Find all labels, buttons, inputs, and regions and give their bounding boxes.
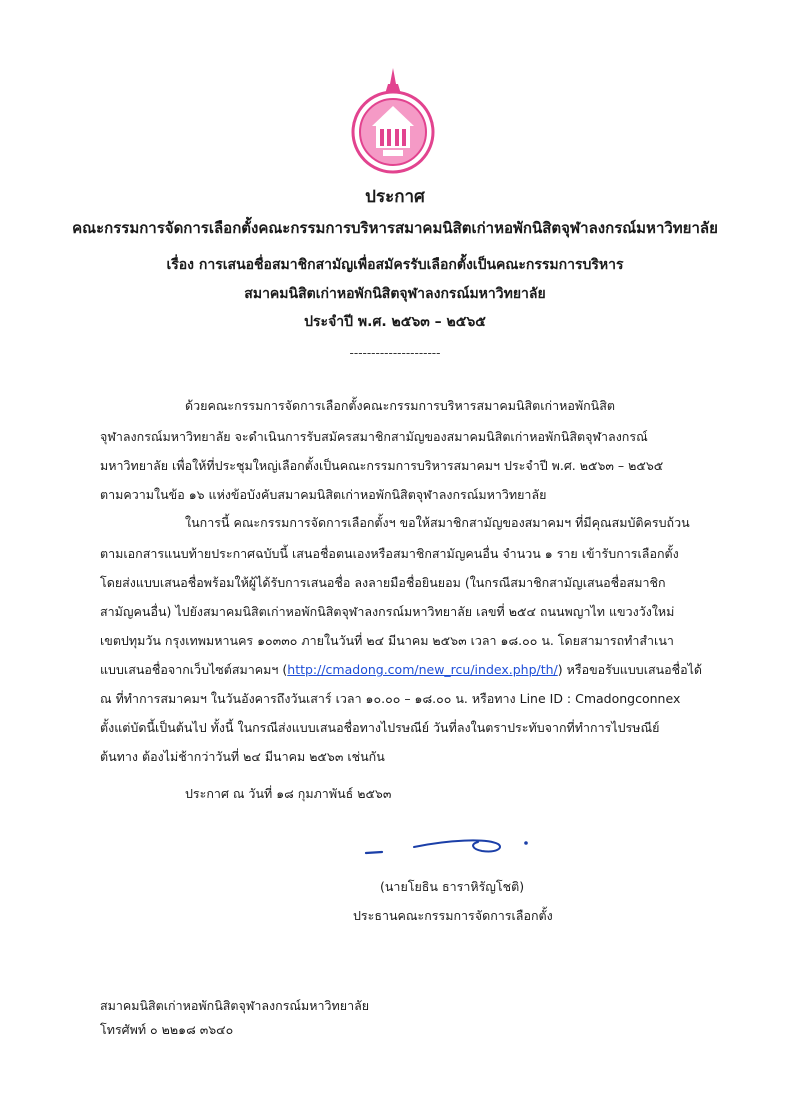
paragraph1-line-2: จุฬาลงกรณ์มหาวิทยาลัย จะดำเนินการรับสมัครสมาชิกสามัญของสมาคมนิสิตเก่าหอพักนิสิตจุฬาลงกรณ์ — [100, 429, 648, 444]
paragraph2-line-5: เขตปทุมวัน กรุงเทพมหานคร ๑๐๓๓๐ ภายในวันที่ ๒๔ มีนาคม ๒๕๖๓ เวลา ๑๘.๐๐ น. โดยสามารถทำสำเนา — [100, 633, 674, 648]
subject-line-2: สมาคมนิสิตเก่าหอพักนิสิตจุฬาลงกรณ์มหาวิทยาลัย — [244, 286, 546, 302]
association-seal-logo — [350, 66, 436, 174]
website-link[interactable]: http://cmadong.com/new_rcu/index.php/th/ — [287, 662, 558, 677]
paragraph2-line-7: ณ ที่ทำการสมาคมฯ ในวันอังคารถึงวันเสาร์ เวลา ๑๐.๐๐ – ๑๘.๐๐ น. หรือทาง Line ID : Cmadongconnex — [100, 691, 681, 706]
page-subtitle: คณะกรรมการจัดการเลือกตั้งคณะกรรมการบริหารสมาคมนิสิตเก่าหอพักนิสิตจุฬาลงกรณ์มหาวิทยาลัย — [72, 219, 718, 237]
paragraph1-line-1: ด้วยคณะกรรมการจัดการเลือกตั้งคณะกรรมการบริหารสมาคมนิสิตเก่าหอพักนิสิต — [185, 398, 615, 413]
signature — [358, 826, 548, 866]
paragraph2-line-8: ตั้งแต่บัดนี้เป็นต้นไป ทั้งนี้ ในกรณีส่งแบบเสนอชื่อทางไปรษณีย์ วันที่ลงในตราประทับจากที่ทำการไปรษณีย์ — [100, 720, 660, 735]
signer-title: ประธานคณะกรรมการจัดการเลือกตั้ง — [353, 908, 553, 923]
link-suffix: ) หรือขอรับแบบเสนอชื่อได้ — [557, 662, 703, 677]
signer-name: (นายโยธิน ธาราหิรัญโชติ) — [380, 879, 525, 894]
paragraph2-line-2: ตามเอกสารแนบท้ายประกาศฉบับนี้ เสนอชื่อตนเองหรือสมาชิกสามัญคนอื่น จำนวน ๑ ราย เข้ารับการเลือกตั้ง — [100, 546, 679, 561]
subject-line-3: ประจำปี พ.ศ. ๒๕๖๓ – ๒๕๖๕ — [304, 314, 486, 330]
page-title: ประกาศ — [365, 187, 425, 207]
subject-line-1: เรื่อง การเสนอชื่อสมาชิกสามัญเพื่อสมัครรับเลือกตั้งเป็นคณะกรรมการบริหาร — [166, 257, 624, 273]
link-prefix: แบบเสนอชื่อจากเว็บไซต์สมาคมฯ ( — [100, 662, 288, 677]
paragraph1-line-4: ตามความในข้อ ๑๖ แห่งข้อบังคับสมาคมนิสิตเก่าหอพักนิสิตจุฬาลงกรณ์มหาวิทยาลัย — [100, 487, 547, 502]
separator: --------------------- — [349, 346, 441, 360]
paragraph2-line-9: ต้นทาง ต้องไม่ช้ากว่าวันที่ ๒๔ มีนาคม ๒๕๖๓ เช่นกัน — [100, 749, 385, 764]
footer-org: สมาคมนิสิตเก่าหอพักนิสิตจุฬาลงกรณ์มหาวิทยาลัย — [100, 998, 370, 1013]
paragraph2-line-3: โดยส่งแบบเสนอชื่อพร้อมให้ผู้ได้รับการเสนอชื่อ ลงลายมือชื่อยินยอม (ในกรณีสมาชิกสามัญเสนอชื่อสมาชิก — [100, 575, 666, 590]
footer-phone: โทรศัพท์ ๐ ๒๒๑๘ ๓๖๔๐ — [100, 1022, 234, 1037]
announcement-date: ประกาศ ณ วันที่ ๑๘ กุมภาพันธ์ ๒๕๖๓ — [185, 786, 392, 801]
paragraph2-line-6 — [100, 660, 703, 680]
paragraph2-line-1: ในการนี้ คณะกรรมการจัดการเลือกตั้งฯ ขอให้สมาชิกสามัญของสมาคมฯ ที่มีคุณสมบัติครบถ้วน — [185, 515, 690, 530]
paragraph1-line-3: มหาวิทยาลัย เพื่อให้ที่ประชุมใหญ่เลือกตั้งเป็นคณะกรรมการบริหารสมาคมฯ ประจำปี พ.ศ. ๒๕๖๓ – ๒๕๖๕ — [100, 458, 664, 473]
paragraph2-line-4: สามัญคนอื่น) ไปยังสมาคมนิสิตเก่าหอพักนิสิตจุฬาลงกรณ์มหาวิทยาลัย เลขที่ ๒๕๔ ถนนพญาไท แขวงวังใหม่ — [100, 604, 675, 619]
